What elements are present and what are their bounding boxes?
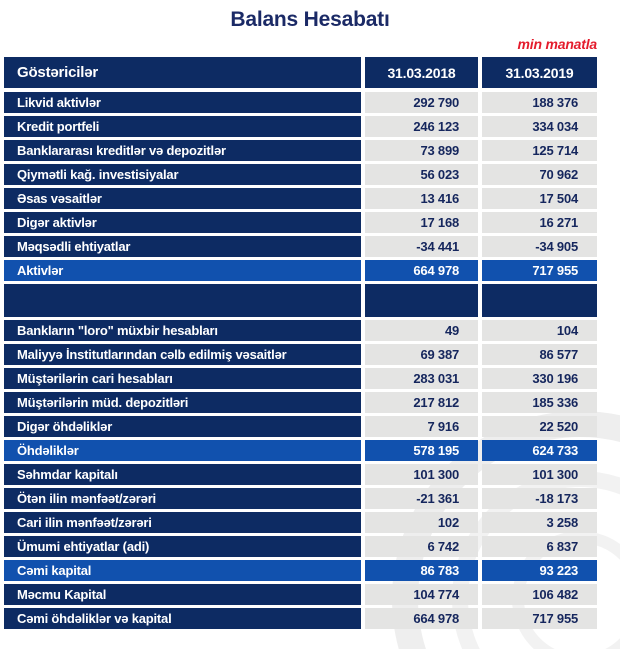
value-2019: 330 196 (482, 368, 597, 389)
row-label: Ümumi ehtiyatlar (adi) (4, 536, 361, 557)
table-row (4, 92, 597, 113)
row-label: Müştərilərin müd. depozitləri (4, 392, 361, 413)
value-2018: 13 416 (365, 188, 478, 209)
value-2019: 106 482 (482, 584, 597, 605)
row-label: Məcmu Kapital (4, 584, 361, 605)
row-label: Kredit portfeli (4, 116, 361, 137)
value-2018: 69 387 (365, 344, 478, 365)
value-2018: 101 300 (365, 464, 478, 485)
value-2018: 86 783 (365, 560, 478, 581)
row-label: Məqsədli ehtiyatlar (4, 236, 361, 257)
value-2018: 102 (365, 512, 478, 533)
value-2019: 104 (482, 320, 597, 341)
table-row (4, 368, 597, 389)
value-2018: 283 031 (365, 368, 478, 389)
value-2018: -21 361 (365, 488, 478, 509)
value-2018: 49 (365, 320, 478, 341)
row-label: Müştərilərin cari hesabları (4, 368, 361, 389)
row-label: Maliyyə İnstitutlarından cəlb edilmiş vəsaitlər (4, 344, 361, 365)
row-label: Bankların "loro" müxbir hesabları (4, 320, 361, 341)
table-row (4, 188, 597, 209)
row-label: Digər öhdəliklər (4, 416, 361, 437)
row-label: Banklararası kreditlər və depozitlər (4, 140, 361, 161)
total-row (4, 560, 597, 581)
table-row (4, 392, 597, 413)
row-label (4, 284, 361, 317)
row-label: Cari ilin mənfəət/zərəri (4, 512, 361, 533)
page-title: Balans Hesabatı (230, 8, 390, 31)
row-label: Likvid aktivlər (4, 92, 361, 113)
value-2019 (482, 284, 597, 317)
row-label: Aktivlər (4, 260, 361, 281)
value-2019: 22 520 (482, 416, 597, 437)
value-2018: 104 774 (365, 584, 478, 605)
value-2018: 246 123 (365, 116, 478, 137)
row-label: Ötən ilin mənfəət/zərəri (4, 488, 361, 509)
grand-total-row (4, 608, 597, 629)
column-header-indicators: Göstəricilər (4, 57, 361, 88)
table-row (4, 488, 597, 509)
table-row (4, 140, 597, 161)
grand-total-row (4, 584, 597, 605)
row-label: Qiymətli kağ. investisiyalar (4, 164, 361, 185)
table-row (4, 464, 597, 485)
value-2018: -34 441 (365, 236, 478, 257)
table-row (4, 236, 597, 257)
value-2019: 125 714 (482, 140, 597, 161)
table-row (4, 116, 597, 137)
value-2019: 717 955 (482, 260, 597, 281)
value-2019: 624 733 (482, 440, 597, 461)
table-row (4, 344, 597, 365)
row-label: Səhmdar kapitalı (4, 464, 361, 485)
value-2019: 93 223 (482, 560, 597, 581)
value-2019: 86 577 (482, 344, 597, 365)
total-row (4, 440, 597, 461)
row-label: Cəmi öhdəliklər və kapital (4, 608, 361, 629)
table-row (4, 416, 597, 437)
value-2019: 17 504 (482, 188, 597, 209)
row-label: Digər aktivlər (4, 212, 361, 233)
table-rows (4, 92, 597, 629)
value-2018: 56 023 (365, 164, 478, 185)
value-2019: 16 271 (482, 212, 597, 233)
row-label: Öhdəliklər (4, 440, 361, 461)
table-row (4, 164, 597, 185)
spacer-row (4, 284, 597, 317)
column-header-date-2018: 31.03.2018 (365, 57, 478, 88)
table-row (4, 212, 597, 233)
value-2018: 292 790 (365, 92, 478, 113)
row-label: Əsas vəsaitlər (4, 188, 361, 209)
total-row (4, 260, 597, 281)
row-label: Cəmi kapital (4, 560, 361, 581)
value-2019: 101 300 (482, 464, 597, 485)
value-2018: 217 812 (365, 392, 478, 413)
value-2019: 185 336 (482, 392, 597, 413)
column-header-date-2019: 31.03.2019 (482, 57, 597, 88)
value-2019: 717 955 (482, 608, 597, 629)
value-2018: 664 978 (365, 260, 478, 281)
balance-table (4, 57, 597, 632)
table-header-row (4, 57, 597, 88)
value-2019: -34 905 (482, 236, 597, 257)
value-2018: 17 168 (365, 212, 478, 233)
value-2019: 6 837 (482, 536, 597, 557)
value-2019: -18 173 (482, 488, 597, 509)
unit-note: min manatla (517, 36, 597, 52)
value-2018: 6 742 (365, 536, 478, 557)
value-2018 (365, 284, 478, 317)
value-2018: 578 195 (365, 440, 478, 461)
table-row (4, 512, 597, 533)
value-2019: 188 376 (482, 92, 597, 113)
value-2019: 334 034 (482, 116, 597, 137)
value-2019: 3 258 (482, 512, 597, 533)
value-2019: 70 962 (482, 164, 597, 185)
value-2018: 73 899 (365, 140, 478, 161)
value-2018: 7 916 (365, 416, 478, 437)
value-2018: 664 978 (365, 608, 478, 629)
table-row (4, 320, 597, 341)
table-row (4, 536, 597, 557)
